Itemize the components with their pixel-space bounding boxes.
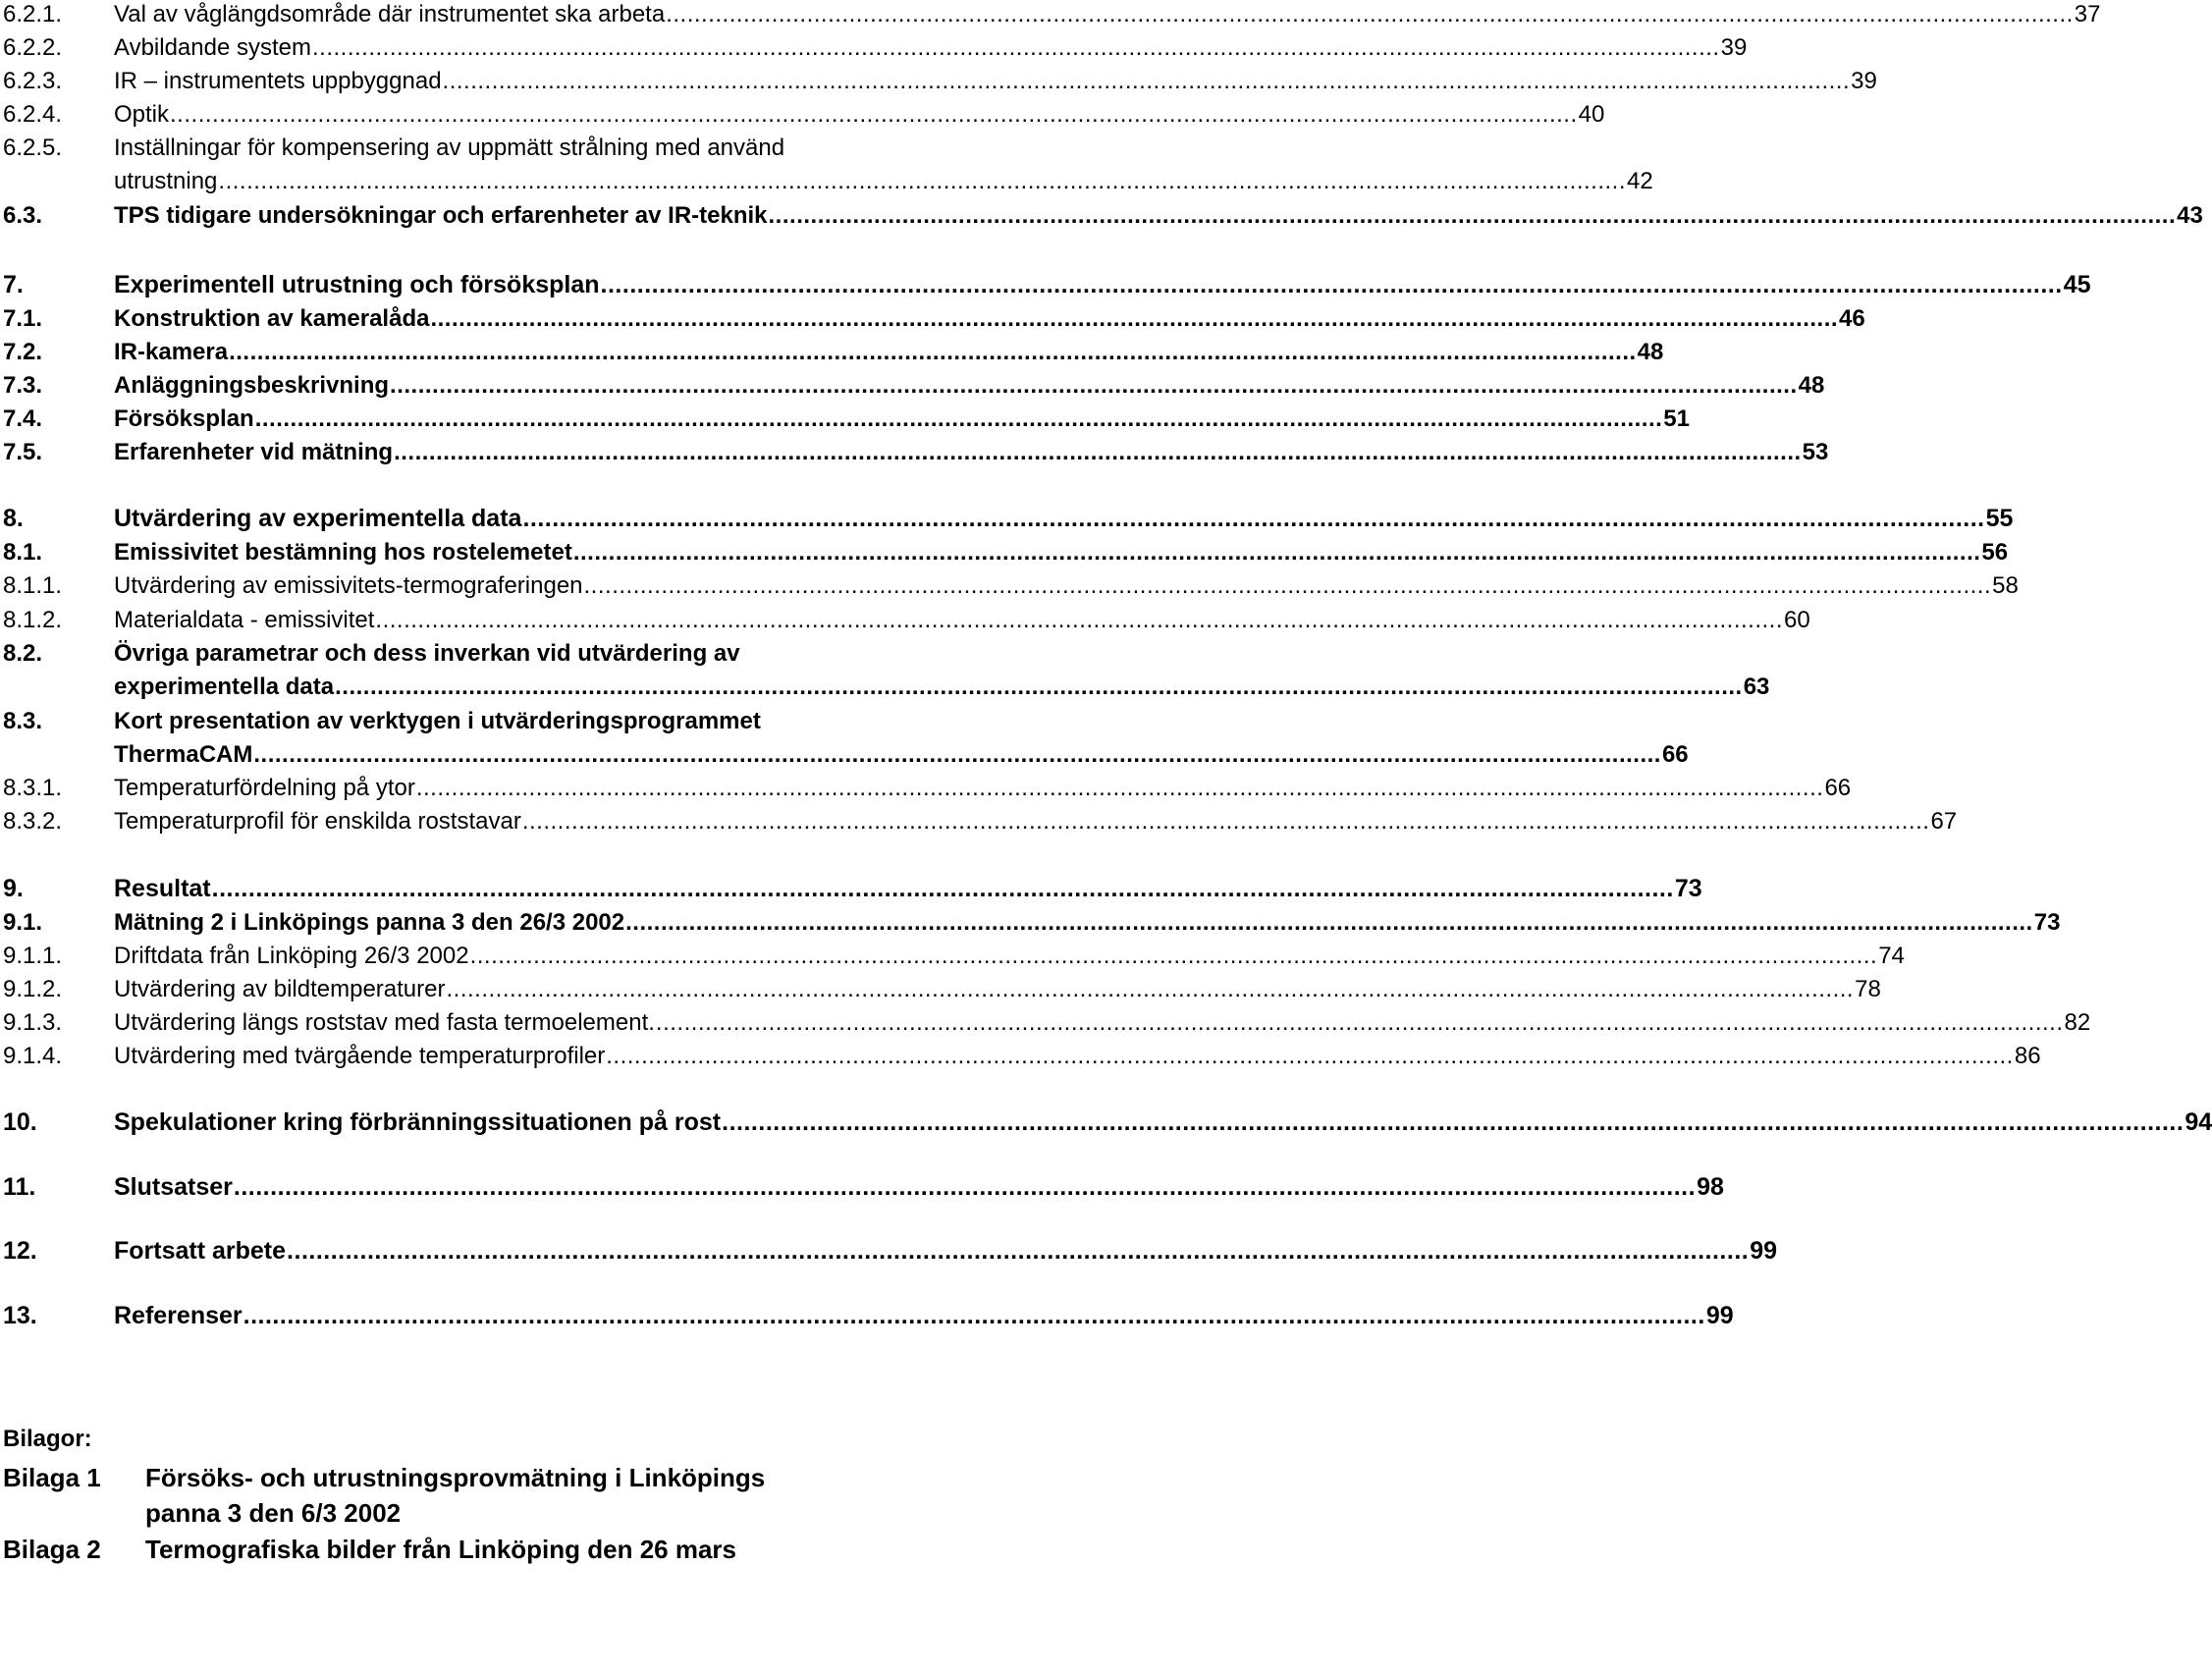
toc-entry-number: 6.2.1. [3, 1, 63, 27]
appendix-title-first-line: Försöks- och utrustningsprovmätning i Linköpings [145, 1463, 766, 1492]
appendix-title: panna 3 den 6/3 2002 [145, 1498, 402, 1528]
toc-entry-title[interactable]: Konstruktion av kameralåda [114, 305, 430, 332]
toc-entry-page[interactable]: 40 [1578, 101, 1605, 128]
toc-entry-page[interactable]: 73 [1674, 875, 1702, 902]
dot-leader: ........................................................................................................................................................................................................ [722, 1108, 2185, 1136]
toc-entry-page[interactable]: 66 [1824, 775, 1852, 801]
toc-entry-title[interactable]: Slutsatser [114, 1173, 233, 1201]
toc-entry-title[interactable]: Driftdata från Linköping 26/3 2002 [114, 943, 469, 969]
dot-leader: ........................................................................................................................................................................................................ [415, 775, 1824, 801]
toc-entry-number: 6.3. [3, 202, 43, 229]
toc-entry-number: 9. [3, 875, 24, 902]
dot-leader: ........................................................................................................................................................................................................ [211, 875, 1674, 902]
toc-entry-number: 12. [3, 1237, 37, 1265]
toc-entry-title[interactable]: Val av våglängdsområde där instrumentet ska arbeta [114, 1, 666, 27]
toc-entry-title-first-line[interactable]: Inställningar för kompensering av uppmätt strålning med använd [114, 135, 785, 161]
toc-entry-page[interactable]: 39 [1851, 68, 1877, 94]
toc-entry-number: 6.2.3. [3, 68, 63, 94]
dot-leader: ........................................................................................................................................................................................................ [666, 1, 2074, 27]
toc-entry-page[interactable]: 99 [1705, 1302, 1734, 1329]
toc-entry-title[interactable]: Avbildande system [114, 34, 311, 61]
appendix-title: Termografiska bilder från Linköping den 26 mars [145, 1535, 736, 1564]
toc-entry-number: 9.1.3. [3, 1009, 63, 1036]
toc-entry-number: 10. [3, 1108, 37, 1136]
toc-entry-title[interactable]: Mätning 2 i Linköpings panna 3 den 26/3 2002 [114, 909, 625, 936]
toc-entry-title[interactable]: Temperaturprofil för enskilda roststavar [114, 808, 521, 835]
toc-entry-page[interactable]: 56 [1981, 539, 2009, 566]
toc-entry-title[interactable]: Materialdata - emissivitet [114, 607, 375, 633]
toc-entry-title[interactable]: Utvärdering med tvärgående temperaturprofiler [114, 1043, 606, 1069]
toc-entry-page[interactable]: 63 [1743, 674, 1770, 700]
toc-entry-page[interactable]: 78 [1855, 976, 1881, 1002]
dot-leader: ........................................................................................................................................................................................................ [390, 372, 1798, 399]
dot-leader: ........................................................................................................................................................................................................ [335, 674, 1743, 700]
toc-entry-number: 8.2. [3, 640, 43, 667]
dot-leader: ........................................................................................................................................................................................................ [170, 101, 1578, 128]
toc-entry-title[interactable]: experimentella data [114, 674, 335, 700]
toc-entry-page[interactable]: 99 [1750, 1237, 1778, 1265]
toc-entry-page[interactable]: 43 [2177, 202, 2203, 229]
toc-entry-title[interactable]: Försöksplan [114, 405, 254, 432]
dot-leader: ........................................................................................................................................................................................................ [312, 34, 1720, 61]
dot-leader: ........................................................................................................................................................................................................ [254, 405, 1663, 432]
toc-entry-number: 8.3.1. [3, 775, 63, 801]
toc-entry-number: 8.1.1. [3, 572, 63, 599]
toc-entry-page[interactable]: 73 [2033, 909, 2061, 936]
dot-leader: ........................................................................................................................................................................................................ [521, 808, 1930, 835]
toc-entry-page[interactable]: 46 [1839, 305, 1865, 332]
toc-entry-page[interactable]: 86 [2014, 1043, 2041, 1069]
toc-entry-number: 7. [3, 271, 24, 298]
toc-entry-title[interactable]: Fortsatt arbete [114, 1237, 287, 1265]
toc-entry-title[interactable]: Utvärdering av experimentella data [114, 505, 522, 532]
toc-entry-title[interactable]: Utvärdering av bildtemperaturer [114, 976, 446, 1002]
dot-leader: ........................................................................................................................................................................................................ [655, 1009, 2064, 1036]
toc-entry-page[interactable]: 37 [2074, 1, 2101, 27]
toc-entry-title[interactable]: Spekulationer kring förbränningssituationen på rost [114, 1108, 722, 1136]
toc-entry-page[interactable]: 53 [1802, 439, 1829, 465]
dot-leader: ........................................................................................................................................................................................................ [446, 976, 1855, 1002]
toc-entry-page[interactable]: 82 [2064, 1009, 2091, 1036]
toc-entry-number: 8. [3, 505, 24, 532]
dot-leader: ........................................................................................................................................................................................................ [233, 1173, 1697, 1201]
dot-leader: ........................................................................................................................................................................................................ [229, 339, 1637, 365]
toc-entry-number: 9.1.1. [3, 943, 63, 969]
toc-entry-title[interactable]: Temperaturfördelning på ytor [114, 775, 415, 801]
toc-entry-number: 7.5. [3, 439, 43, 465]
toc-entry-page[interactable]: 48 [1637, 339, 1664, 365]
toc-entry-title[interactable]: Experimentell utrustning och försöksplan [114, 271, 600, 298]
dot-leader: ........................................................................................................................................................................................................ [768, 202, 2177, 229]
toc-entry-title[interactable]: IR – instrumentets uppbyggnad [114, 68, 442, 94]
appendix-label: Bilaga 1 [3, 1463, 101, 1492]
toc-entry-number: 6.2.2. [3, 34, 63, 61]
dot-leader: ........................................................................................................................................................................................................ [287, 1237, 1750, 1265]
dot-leader: ........................................................................................................................................................................................................ [522, 505, 1985, 532]
toc-entry-number: 13. [3, 1302, 37, 1329]
toc-entry-title[interactable]: TPS tidigare undersökningar och erfarenheter av IR-teknik [114, 202, 768, 229]
toc-entry-page[interactable]: 98 [1697, 1173, 1724, 1201]
toc-entry-number: 6.2.4. [3, 101, 63, 128]
toc-entry-page[interactable]: 42 [1627, 168, 1653, 194]
toc-entry-page[interactable]: 66 [1661, 741, 1689, 768]
toc-entry-number: 8.3.2. [3, 808, 63, 835]
toc-entry-number: 9.1.2. [3, 976, 63, 1002]
toc-entry-title-first-line[interactable]: Kort presentation av verktygen i utvärderingsprogrammet [114, 708, 761, 734]
toc-entry-title[interactable]: utrustning [114, 168, 218, 194]
toc-entry-title[interactable]: Emissivitet bestämning hos rostelemetet [114, 539, 572, 566]
dot-leader: ........................................................................................................................................................................................................ [600, 271, 2063, 298]
toc-entry-page[interactable]: 58 [1992, 572, 2019, 599]
toc-entry-page[interactable]: 39 [1720, 34, 1748, 61]
toc-entry-page[interactable]: 94 [2185, 1108, 2212, 1136]
dot-leader: ........................................................................................................................................................................................................ [243, 1302, 1705, 1329]
toc-entry-title[interactable]: ThermaCAM [114, 741, 253, 768]
toc-entry-title[interactable]: Optik [114, 101, 170, 128]
dot-leader: ........................................................................................................................................................................................................ [394, 439, 1802, 465]
toc-entry-title[interactable]: Utvärdering längs roststav med fasta termoelement. [114, 1009, 655, 1036]
dot-leader: ........................................................................................................................................................................................................ [218, 168, 1626, 194]
appendix-heading: Bilagor: [3, 1426, 92, 1452]
toc-entry-page[interactable]: 51 [1663, 405, 1690, 432]
toc-entry-page[interactable]: 48 [1798, 372, 1825, 399]
toc-entry-number: 7.1. [3, 305, 43, 332]
toc-entry-number: 7.2. [3, 339, 43, 365]
dot-leader: ........................................................................................................................................................................................................ [625, 909, 2033, 936]
dot-leader: ........................................................................................................................................................................................................ [469, 943, 1878, 969]
dot-leader: ........................................................................................................................................................................................................ [606, 1043, 2014, 1069]
toc-entry-number: 8.3. [3, 708, 43, 734]
toc-entry-title[interactable]: Referenser [114, 1302, 243, 1329]
toc-entry-number: 9.1.4. [3, 1043, 63, 1069]
toc-entry-title[interactable]: Erfarenheter vid mätning [114, 439, 394, 465]
toc-entry-page[interactable]: 55 [1985, 505, 2014, 532]
toc-entry-title[interactable]: IR-kamera [114, 339, 229, 365]
toc-entry-title-first-line[interactable]: Övriga parametrar och dess inverkan vid utvärdering av [114, 640, 740, 667]
toc-entry-number: 6.2.5. [3, 135, 63, 161]
dot-leader: ........................................................................................................................................................................................................ [583, 572, 1992, 599]
toc-entry-number: 11. [3, 1173, 36, 1201]
toc-entry-page[interactable]: 45 [2063, 271, 2091, 298]
toc-entry-number: 7.3. [3, 372, 43, 399]
toc-entry-title[interactable]: Resultat [114, 875, 211, 902]
toc-entry-title[interactable]: Utvärdering av emissivitets-termograferingen [114, 572, 583, 599]
toc-entry-title[interactable]: Anläggningsbeskrivning [114, 372, 390, 399]
toc-entry-page[interactable]: 60 [1784, 607, 1810, 633]
appendix-label: Bilaga 2 [3, 1535, 101, 1564]
dot-leader: ........................................................................................................................................................................................................ [253, 741, 1661, 768]
toc-entry-number: 9.1. [3, 909, 43, 936]
toc-entry-number: 8.1. [3, 539, 43, 566]
dot-leader: ........................................................................................................................................................................................................ [442, 68, 1851, 94]
dot-leader: ........................................................................................................................................................................................................ [572, 539, 1981, 566]
toc-entry-page[interactable]: 67 [1930, 808, 1958, 835]
dot-leader: ........................................................................................................................................................................................................ [375, 607, 1784, 633]
dot-leader: ........................................................................................................................................................................................................ [430, 305, 1839, 332]
toc-entry-page[interactable]: 74 [1878, 943, 1905, 969]
toc-entry-number: 8.1.2. [3, 607, 63, 633]
toc-entry-number: 7.4. [3, 405, 43, 432]
